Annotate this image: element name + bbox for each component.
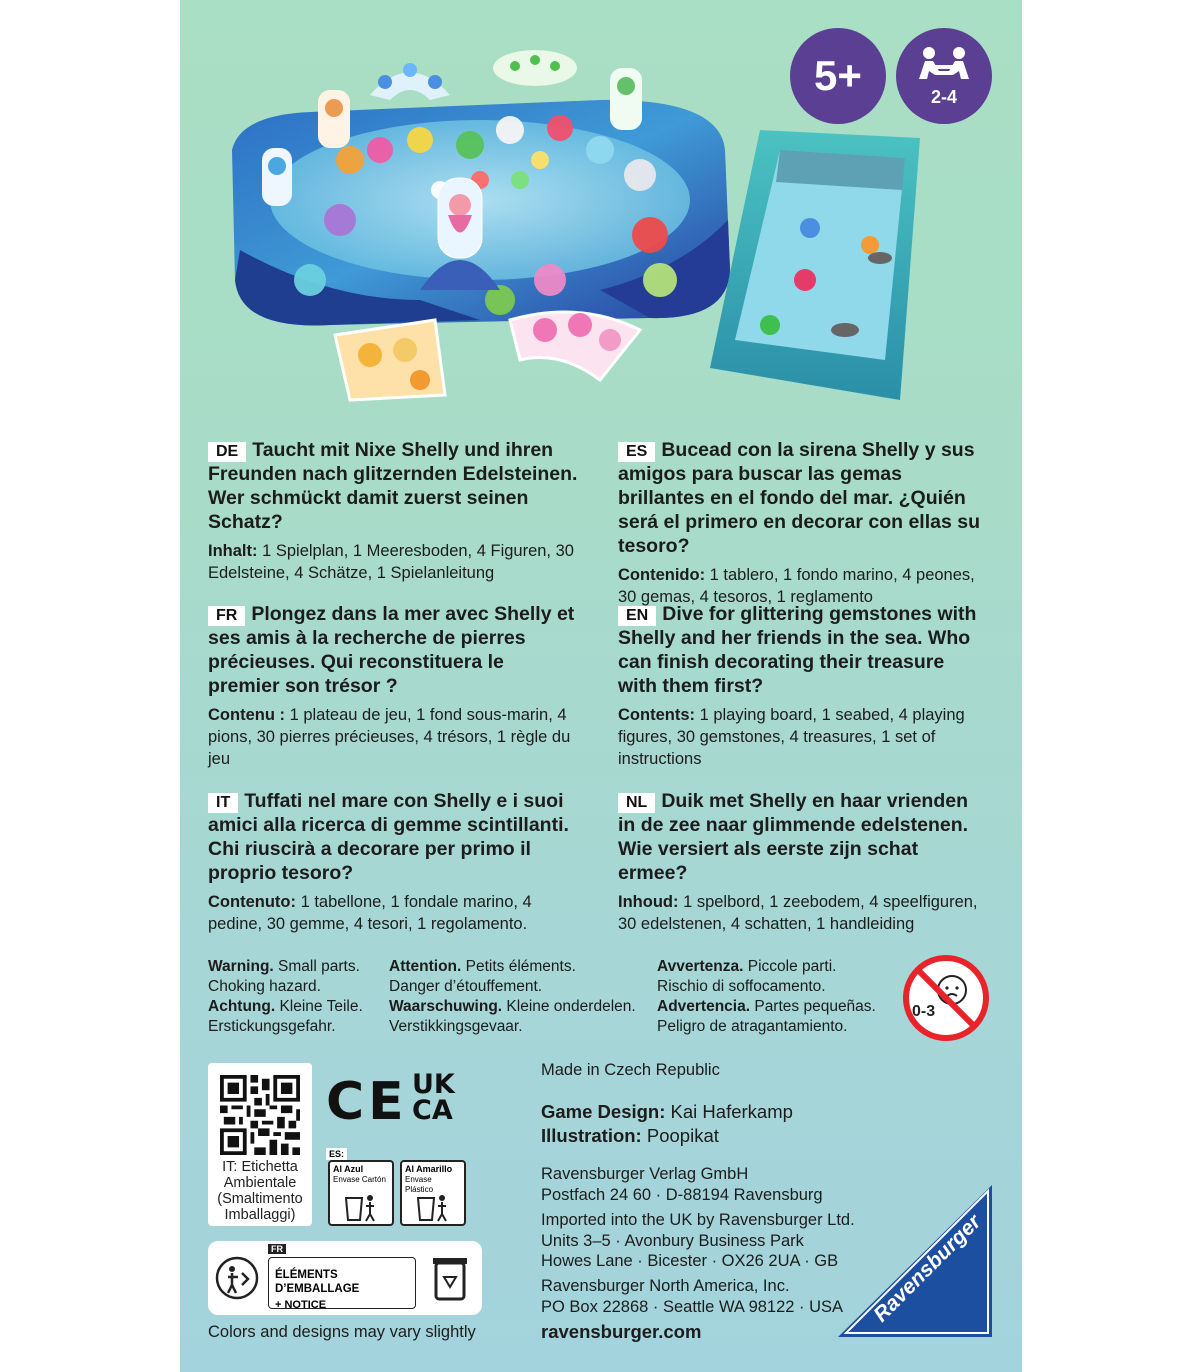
age-warning-label: 0-3 xyxy=(912,1003,936,1020)
triman-text-box xyxy=(268,1257,416,1309)
players-badge xyxy=(896,28,992,124)
two-players-icon xyxy=(913,45,975,85)
contents-text: 1 Spielplan, 1 Meeresboden, 4 Figuren, 30 Edelsteine, 4 Schätze, 1 Spielanleitung xyxy=(208,542,574,582)
warning-col-3: Avvertenza. Piccole parti. Rischio di soffocamento. Advertencia. Partes pequeñas. Peligro de atragantamiento. xyxy=(657,958,876,1035)
lang-code: NL xyxy=(618,793,655,813)
lang-code: EN xyxy=(618,606,656,626)
lang-headline: Duik met Shelly en haar vrienden in de zee naar glimmende edelstenen. Wie versiert als eerste zijn schat ermee? xyxy=(618,790,969,884)
contents-label: Inhalt: xyxy=(208,542,258,560)
product-photo xyxy=(180,0,1022,420)
qr-code-icon xyxy=(220,1075,300,1155)
triman-line1: ÉLÉMENTS D’EMBALLAGE xyxy=(275,1269,360,1295)
blue-bin-box: Al Azul Envase Cartón xyxy=(328,1160,394,1226)
ravensburger-logo xyxy=(838,1185,992,1337)
lang-headline: Taucht mit Nixe Shelly und ihren Freunden nach glitzernden Edelsteinen. Wer schmückt damit zuerst seinen Schatz? xyxy=(208,439,578,533)
fr-tag: FR xyxy=(268,1244,286,1254)
contents-text: 1 spelbord, 1 zeebodem, 4 speelfiguren, 30 edelstenen, 4 schatten, 1 handleiding xyxy=(618,893,978,933)
ukca-mark: UK CA xyxy=(412,1069,455,1126)
lang-block-it xyxy=(208,789,578,935)
recycle-bin-icon xyxy=(416,1192,452,1222)
lang-code: IT xyxy=(208,793,238,813)
contents-text: 1 tablero, 1 fondo marino, 4 peones, 30 gemas, 4 tesoros, 1 reglamento xyxy=(618,566,975,606)
contents-label: Contenu : xyxy=(208,706,285,724)
players-text: 2-4 xyxy=(930,86,957,107)
lang-headline: Dive for glittering gemstones with Shelly and her friends in the sea. Who can finish decorating their treasure with them first? xyxy=(618,603,977,697)
lang-block-fr xyxy=(208,602,578,770)
qr-caption: IT: Etichetta Ambientale (Smaltimento Imballaggi) xyxy=(217,1159,303,1223)
website-link[interactable]: ravensburger.com xyxy=(541,1321,702,1342)
warning-col-1: Warning. Small parts. Choking hazard. Achtung. Kleine Teile. Erstickungsgefahr. xyxy=(208,958,363,1035)
es-tag: ES: xyxy=(326,1148,347,1160)
triman-line2: + NOTICE xyxy=(275,1299,327,1311)
address-germany: Ravensburger Verlag GmbH Postfach 24 60 · D-88194 Ravensburg xyxy=(541,1165,823,1204)
box-back-panel xyxy=(180,0,1022,1372)
lang-headline: Tuffati nel mare con Shelly e i suoi amici alla ricerca di gemme scintillanti. Chi riuscirà a decorare per primo il proprio tesoro? xyxy=(208,790,569,884)
contents-label: Contents: xyxy=(618,706,695,724)
age-text: 5+ xyxy=(814,52,862,99)
lang-block-nl xyxy=(618,789,988,935)
address-usa: Ravensburger North America, Inc. PO Box 22868 · Seattle WA 98122 · USA xyxy=(541,1277,844,1316)
es-recycling-label xyxy=(326,1148,468,1228)
lang-code: ES xyxy=(618,442,655,462)
triman-label xyxy=(208,1241,482,1315)
lang-headline: Plongez dans la mer avec Shelly et ses amis à la recherche de pierres précieuses. Qui reconstituera le premier son trésor ? xyxy=(208,603,575,697)
lang-headline: Bucead con la sirena Shelly y sus amigos para buscar las gemas brillantes en el fondo del mar. ¿Quién será el primero en decorar con ellas su tesoro? xyxy=(618,439,980,557)
credits-block: Game Design: Kai Haferkamp Illustration: Poopikat xyxy=(541,1101,793,1146)
lang-code: DE xyxy=(208,442,246,462)
contents-text: 1 plateau de jeu, 1 fond sous-marin, 4 pions, 30 pierres précieuses, 4 trésors, 1 règle du jeu xyxy=(208,706,571,768)
contents-label: Inhoud: xyxy=(618,893,679,911)
made-in: Made in Czech Republic xyxy=(541,1061,720,1079)
ce-mark: CE xyxy=(326,1072,408,1132)
triman-icon xyxy=(214,1255,260,1301)
contents-text: 1 playing board, 1 seabed, 4 playing figures, 30 gemstones, 4 treasures, 1 set of instructions xyxy=(618,706,965,768)
lang-block-en xyxy=(618,602,988,770)
recycle-bin-icon xyxy=(344,1192,380,1222)
yellow-bin-box: Al Amarillo Envase Plástico xyxy=(400,1160,466,1226)
contents-label: Contenido: xyxy=(618,566,706,584)
logo-text: Ravensburger xyxy=(869,1210,986,1327)
qr-label-box xyxy=(208,1063,312,1226)
lang-block-es xyxy=(618,438,988,608)
lang-code: FR xyxy=(208,606,245,626)
colors-note: Colors and designs may vary slightly xyxy=(208,1323,476,1341)
contents-label: Contenuto: xyxy=(208,893,296,911)
contents-text: 1 tabellone, 1 fondale marino, 4 pedine, 30 gemme, 4 tesori, 1 regolamento. xyxy=(208,893,532,933)
warning-col-2: Attention. Petits éléments. Danger d’étouffement. Waarschuwing. Kleine onderdelen. Verstikkingsgevaar. xyxy=(389,958,636,1035)
address-uk: Imported into the UK by Ravensburger Ltd. Units 3–5 · Avonbury Business Park Howes Lane · Bicester · OX26 2UA · GB xyxy=(541,1211,855,1270)
age-warning-icon xyxy=(902,954,990,1042)
lang-block-de xyxy=(208,438,578,584)
trash-bin-icon xyxy=(430,1255,470,1303)
age-badge xyxy=(790,28,886,124)
